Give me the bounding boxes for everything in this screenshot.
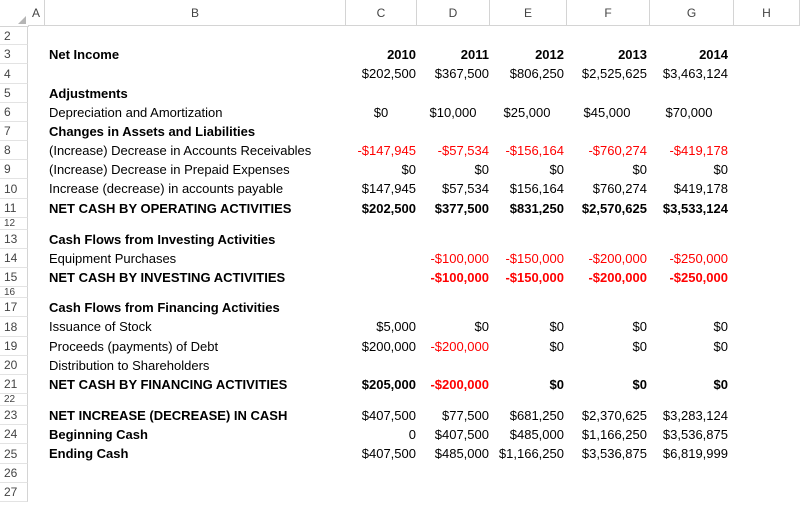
cell-row-10-col-d[interactable]: $57,534 bbox=[442, 181, 489, 196]
cell-row-19-col-e[interactable]: $0 bbox=[549, 339, 564, 354]
row-header-12[interactable]: 12 bbox=[0, 218, 28, 230]
row-header-4[interactable]: 4 bbox=[0, 64, 28, 84]
cell-row-15-col-g[interactable]: -$250,000 bbox=[669, 270, 728, 285]
row-header-7[interactable]: 7 bbox=[0, 122, 28, 141]
column-header-c[interactable]: C bbox=[346, 0, 417, 26]
row-header-15[interactable]: 15 bbox=[0, 268, 28, 287]
row-header-11[interactable]: 11 bbox=[0, 199, 28, 218]
row-header-6[interactable]: 6 bbox=[0, 103, 28, 122]
cell-row-21-col-e[interactable]: $0 bbox=[549, 377, 564, 392]
cell-row-9-col-g[interactable]: $0 bbox=[713, 162, 728, 177]
cell-label-row-25[interactable]: Ending Cash bbox=[49, 446, 129, 461]
row-header-3[interactable]: 3 bbox=[0, 45, 28, 64]
row-header-2[interactable]: 2 bbox=[0, 27, 28, 45]
cell-row-23-col-c[interactable]: $407,500 bbox=[361, 408, 416, 423]
cell-row-20-col-c[interactable] bbox=[346, 356, 416, 375]
cell-row-14-col-g[interactable]: -$250,000 bbox=[669, 251, 728, 266]
cell-row-21-col-d[interactable]: -$200,000 bbox=[430, 377, 489, 392]
cell-label-row-23[interactable]: NET INCREASE (DECREASE) IN CASH bbox=[49, 408, 288, 423]
cell-label-row-20[interactable]: Distribution to Shareholders bbox=[49, 358, 210, 373]
cell-row-23-col-d[interactable]: $77,500 bbox=[442, 408, 489, 423]
cell-row-15-col-f[interactable]: -$200,000 bbox=[588, 270, 647, 285]
cell-row-18-col-f[interactable]: $0 bbox=[632, 319, 647, 334]
row-header-8[interactable]: 8 bbox=[0, 141, 28, 160]
cell-row-13-col-f[interactable] bbox=[567, 230, 647, 249]
column-header-f[interactable]: F bbox=[567, 0, 650, 26]
cell-label-row-15[interactable]: NET CASH BY INVESTING ACTIVITIES bbox=[49, 270, 286, 285]
row-header-14[interactable]: 14 bbox=[0, 249, 28, 268]
cell-row-24-col-c[interactable]: 0 bbox=[408, 427, 416, 442]
column-header-d[interactable]: D bbox=[417, 0, 490, 26]
cell-row-3-col-f[interactable]: 2013 bbox=[618, 47, 647, 62]
cell-row-8-col-c[interactable]: -$147,945 bbox=[357, 143, 416, 158]
cell-row-7-col-g[interactable] bbox=[650, 122, 728, 141]
row-header-9[interactable]: 9 bbox=[0, 160, 28, 179]
cell-row-9-col-d[interactable]: $0 bbox=[474, 162, 489, 177]
cell-row-24-col-d[interactable]: $407,500 bbox=[434, 427, 489, 442]
cell-row-25-col-g[interactable]: $6,819,999 bbox=[662, 446, 728, 461]
cell-row-13-col-d[interactable] bbox=[417, 230, 489, 249]
cell-row-25-col-e[interactable]: $1,166,250 bbox=[498, 446, 564, 461]
cell-row-18-col-g[interactable]: $0 bbox=[713, 319, 728, 334]
cell-row-5-col-c[interactable] bbox=[346, 84, 416, 103]
cell-row-21-col-f[interactable]: $0 bbox=[632, 377, 647, 392]
row-header-10[interactable]: 10 bbox=[0, 179, 28, 199]
cell-row-15-col-c[interactable] bbox=[346, 268, 416, 287]
cell-row-3-col-c[interactable]: 2010 bbox=[387, 47, 416, 62]
cell-row-8-col-d[interactable]: -$57,534 bbox=[437, 143, 489, 158]
cell-row-20-col-d[interactable] bbox=[417, 356, 489, 375]
cell-row-14-col-c[interactable] bbox=[346, 249, 416, 268]
cell-row-15-col-d[interactable]: -$100,000 bbox=[430, 270, 489, 285]
cell-row-6-col-f[interactable]: $45,000 bbox=[583, 105, 631, 120]
cell-row-10-col-c[interactable]: $147,945 bbox=[361, 181, 416, 196]
cell-row-25-col-f[interactable]: $3,536,875 bbox=[581, 446, 647, 461]
cell-label-row-3[interactable]: Net Income bbox=[49, 47, 120, 62]
cell-row-18-col-d[interactable]: $0 bbox=[474, 319, 489, 334]
row-header-22[interactable]: 22 bbox=[0, 394, 28, 406]
cell-row-3-col-g[interactable]: 2014 bbox=[699, 47, 728, 62]
cell-row-14-col-f[interactable]: -$200,000 bbox=[588, 251, 647, 266]
cell-row-17-col-g[interactable] bbox=[650, 298, 728, 317]
cell-row-13-col-g[interactable] bbox=[650, 230, 728, 249]
cell-row-13-col-e[interactable] bbox=[490, 230, 564, 249]
cell-row-6-col-d[interactable]: $10,000 bbox=[429, 105, 477, 120]
column-header-h[interactable]: H bbox=[734, 0, 800, 26]
row-header-24[interactable]: 24 bbox=[0, 425, 28, 444]
cell-row-19-col-c[interactable]: $200,000 bbox=[361, 339, 416, 354]
cell-row-24-col-g[interactable]: $3,536,875 bbox=[662, 427, 728, 442]
cell-row-25-col-d[interactable]: $485,000 bbox=[434, 446, 489, 461]
cell-row-5-col-d[interactable] bbox=[417, 84, 489, 103]
cell-row-25-col-c[interactable]: $407,500 bbox=[361, 446, 416, 461]
cell-row-3-col-e[interactable]: 2012 bbox=[535, 47, 564, 62]
cell-row-18-col-e[interactable]: $0 bbox=[549, 319, 564, 334]
cell-row-20-col-e[interactable] bbox=[490, 356, 564, 375]
cell-row-14-col-e[interactable]: -$150,000 bbox=[505, 251, 564, 266]
row-header-17[interactable]: 17 bbox=[0, 298, 28, 317]
cell-row-11-col-g[interactable]: $3,533,124 bbox=[662, 201, 728, 216]
cell-row-6-col-c[interactable]: $0 bbox=[373, 105, 389, 120]
cell-row-4-col-f[interactable]: $2,525,625 bbox=[581, 66, 647, 81]
cell-row-10-col-g[interactable]: $419,178 bbox=[673, 181, 728, 196]
row-header-27[interactable]: 27 bbox=[0, 483, 28, 502]
cell-label-row-14[interactable]: Equipment Purchases bbox=[49, 251, 177, 266]
row-header-23[interactable]: 23 bbox=[0, 406, 28, 425]
row-header-18[interactable]: 18 bbox=[0, 317, 28, 337]
cell-label-row-18[interactable]: Issuance of Stock bbox=[49, 319, 152, 334]
row-header-26[interactable]: 26 bbox=[0, 464, 28, 483]
cell-row-21-col-g[interactable]: $0 bbox=[713, 377, 728, 392]
cell-row-4-col-c[interactable]: $202,500 bbox=[361, 66, 416, 81]
cell-row-17-col-f[interactable] bbox=[567, 298, 647, 317]
column-header-b[interactable]: B bbox=[45, 0, 346, 26]
cell-row-9-col-c[interactable]: $0 bbox=[401, 162, 416, 177]
cell-row-10-col-e[interactable]: $156,164 bbox=[509, 181, 564, 196]
cell-row-13-col-c[interactable] bbox=[346, 230, 416, 249]
cell-row-8-col-f[interactable]: -$760,274 bbox=[588, 143, 647, 158]
cell-row-17-col-c[interactable] bbox=[346, 298, 416, 317]
cell-row-23-col-f[interactable]: $2,370,625 bbox=[581, 408, 647, 423]
column-header-g[interactable]: G bbox=[650, 0, 734, 26]
cell-row-14-col-d[interactable]: -$100,000 bbox=[430, 251, 489, 266]
cell-row-9-col-e[interactable]: $0 bbox=[549, 162, 564, 177]
cell-row-7-col-c[interactable] bbox=[346, 122, 416, 141]
cell-row-19-col-d[interactable]: -$200,000 bbox=[430, 339, 489, 354]
cell-row-5-col-f[interactable] bbox=[567, 84, 647, 103]
cell-row-10-col-f[interactable]: $760,274 bbox=[592, 181, 647, 196]
cell-row-4-col-g[interactable]: $3,463,124 bbox=[662, 66, 728, 81]
cell-label-row-8[interactable]: (Increase) Decrease in Accounts Receivables bbox=[49, 143, 312, 158]
row-header-16[interactable]: 16 bbox=[0, 287, 28, 298]
cell-label-row-6[interactable]: Depreciation and Amortization bbox=[49, 105, 223, 120]
cell-row-7-col-f[interactable] bbox=[567, 122, 647, 141]
cell-row-11-col-e[interactable]: $831,250 bbox=[509, 201, 564, 216]
cell-label-row-9[interactable]: (Increase) Decrease in Prepaid Expenses bbox=[49, 162, 290, 177]
cell-row-23-col-g[interactable]: $3,283,124 bbox=[662, 408, 728, 423]
cell-row-8-col-e[interactable]: -$156,164 bbox=[505, 143, 564, 158]
column-header-e[interactable]: E bbox=[490, 0, 567, 26]
cell-row-18-col-c[interactable]: $5,000 bbox=[376, 319, 416, 334]
cell-label-row-10[interactable]: Increase (decrease) in accounts payable bbox=[49, 181, 284, 196]
cell-row-20-col-g[interactable] bbox=[650, 356, 728, 375]
cell-row-17-col-d[interactable] bbox=[417, 298, 489, 317]
cell-row-24-col-e[interactable]: $485,000 bbox=[509, 427, 564, 442]
cell-row-6-col-e[interactable]: $25,000 bbox=[503, 105, 551, 120]
select-all-triangle-icon bbox=[18, 16, 26, 24]
cell-row-8-col-g[interactable]: -$419,178 bbox=[669, 143, 728, 158]
cell-label-row-11[interactable]: NET CASH BY OPERATING ACTIVITIES bbox=[49, 201, 292, 216]
cell-row-7-col-e[interactable] bbox=[490, 122, 564, 141]
cell-row-7-col-d[interactable] bbox=[417, 122, 489, 141]
cell-row-5-col-e[interactable] bbox=[490, 84, 564, 103]
cell-label-row-7[interactable]: Changes in Assets and Liabilities bbox=[49, 124, 256, 139]
row-header-5[interactable]: 5 bbox=[0, 84, 28, 103]
cell-label-row-24[interactable]: Beginning Cash bbox=[49, 427, 148, 442]
row-header-25[interactable]: 25 bbox=[0, 444, 28, 464]
column-header-a[interactable]: A bbox=[28, 0, 45, 26]
cell-label-row-13[interactable]: Cash Flows from Investing Activities bbox=[49, 232, 276, 247]
cell-row-23-col-e[interactable]: $681,250 bbox=[509, 408, 564, 423]
cell-row-15-col-e[interactable]: -$150,000 bbox=[505, 270, 564, 285]
cell-row-4-col-d[interactable]: $367,500 bbox=[434, 66, 489, 81]
cell-row-3-col-d[interactable]: 2011 bbox=[460, 47, 489, 62]
select-all-corner[interactable] bbox=[0, 0, 29, 27]
row-header-21[interactable]: 21 bbox=[0, 375, 28, 394]
row-header-19[interactable]: 19 bbox=[0, 337, 28, 356]
cell-row-9-col-f[interactable]: $0 bbox=[632, 162, 647, 177]
cell-row-4-col-e[interactable]: $806,250 bbox=[509, 66, 564, 81]
cell-row-19-col-f[interactable]: $0 bbox=[632, 339, 647, 354]
cell-row-19-col-g[interactable]: $0 bbox=[713, 339, 728, 354]
cell-row-5-col-g[interactable] bbox=[650, 84, 728, 103]
cell-row-11-col-f[interactable]: $2,570,625 bbox=[581, 201, 647, 216]
cell-row-11-col-c[interactable]: $202,500 bbox=[361, 201, 416, 216]
cell-label-row-21[interactable]: NET CASH BY FINANCING ACTIVITIES bbox=[49, 377, 288, 392]
cell-row-24-col-f[interactable]: $1,166,250 bbox=[581, 427, 647, 442]
cell-label-row-19[interactable]: Proceeds (payments) of Debt bbox=[49, 339, 219, 354]
cell-row-21-col-c[interactable]: $205,000 bbox=[361, 377, 416, 392]
cell-row-20-col-f[interactable] bbox=[567, 356, 647, 375]
row-header-20[interactable]: 20 bbox=[0, 356, 28, 375]
cell-label-row-17[interactable]: Cash Flows from Financing Activities bbox=[49, 300, 280, 315]
cell-label-row-5[interactable]: Adjustments bbox=[49, 86, 128, 101]
cell-row-17-col-e[interactable] bbox=[490, 298, 564, 317]
cell-row-6-col-g[interactable]: $70,000 bbox=[665, 105, 713, 120]
row-header-13[interactable]: 13 bbox=[0, 230, 28, 249]
cell-row-11-col-d[interactable]: $377,500 bbox=[434, 201, 489, 216]
